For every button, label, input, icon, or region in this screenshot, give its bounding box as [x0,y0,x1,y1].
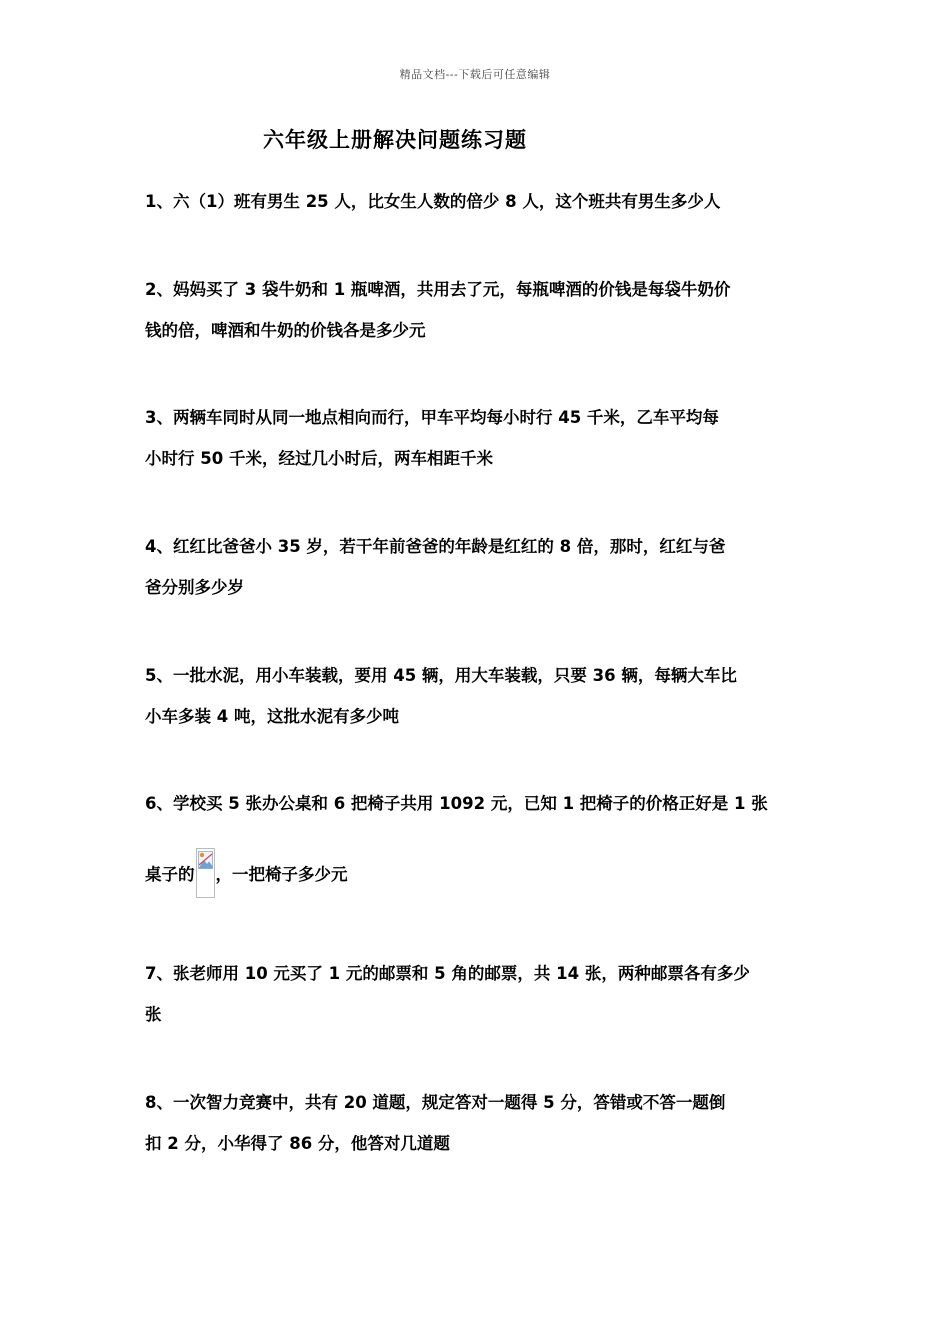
problem-4-line-2: 爸分别多少岁 [145,578,244,597]
problem-6-line-1: 6、学校买 5 张办公桌和 6 把椅子共用 1092 元，已知 1 把椅子的价格正好是 1 张 [145,794,768,813]
problem-1-line-1: 1、六（1）班有男生 25 人，比女生人数的倍少 8 人，这个班共有男生多少人 [145,192,721,211]
problem-5-line-2: 小车多装 4 吨，这批水泥有多少吨 [145,707,399,726]
problem-4-line-1: 4、红红比爸爸小 35 岁，若干年前爸爸的年龄是红红的 8 倍，那时，红红与爸 [145,537,726,556]
problem-6-line-2-end: ，一把椅子多少元 [215,865,348,884]
page-title: 六年级上册解决问题练习题 [263,128,527,152]
problem-4 [145,526,810,608]
problem-8-line-1: 8、一次智力竞赛中，共有 20 道题，规定答对一题得 5 分，答错或不答一题倒 [145,1093,726,1112]
problem-2-line-1: 2、妈妈买了 3 袋牛奶和 1 瓶啤酒，共用去了元，每瓶啤酒的价钱是每袋牛奶价 [145,280,731,299]
problem-7-line-1: 7、张老师用 10 元买了 1 元的邮票和 5 角的邮票，共 14 张，两种邮票各有多少 [145,964,750,983]
problem-2 [145,269,810,351]
problem-8-line-2: 扣 2 分，小华得了 86 分，他答对几道题 [145,1134,450,1153]
problem-7-line-2: 张 [145,1005,162,1024]
problem-3-line-2: 小时行 50 千米，经过几小时后，两车相距千米 [145,449,493,468]
problem-6-line-2-start: 桌子的 [145,865,195,884]
problem-6 [145,783,810,824]
problem-5 [145,655,810,737]
problem-2-line-2: 钱的倍，啤酒和牛奶的价钱各是多少元 [145,321,426,340]
problem-1 [145,181,810,222]
problem-3 [145,397,810,479]
problem-6-line-2 [145,848,348,900]
problem-5-line-1: 5、一批水泥，用小车装载，要用 45 辆，用大车装载，只要 36 辆，每辆大车比 [145,666,737,685]
problem-8 [145,1082,810,1164]
page-header: 精品文档---下载后可任意编辑 [399,68,551,81]
broken-image-icon [196,848,215,898]
problem-7 [145,953,810,1035]
problem-3-line-1: 3、两辆车同时从同一地点相向而行，甲车平均每小时行 45 千米，乙车平均每 [145,408,719,427]
